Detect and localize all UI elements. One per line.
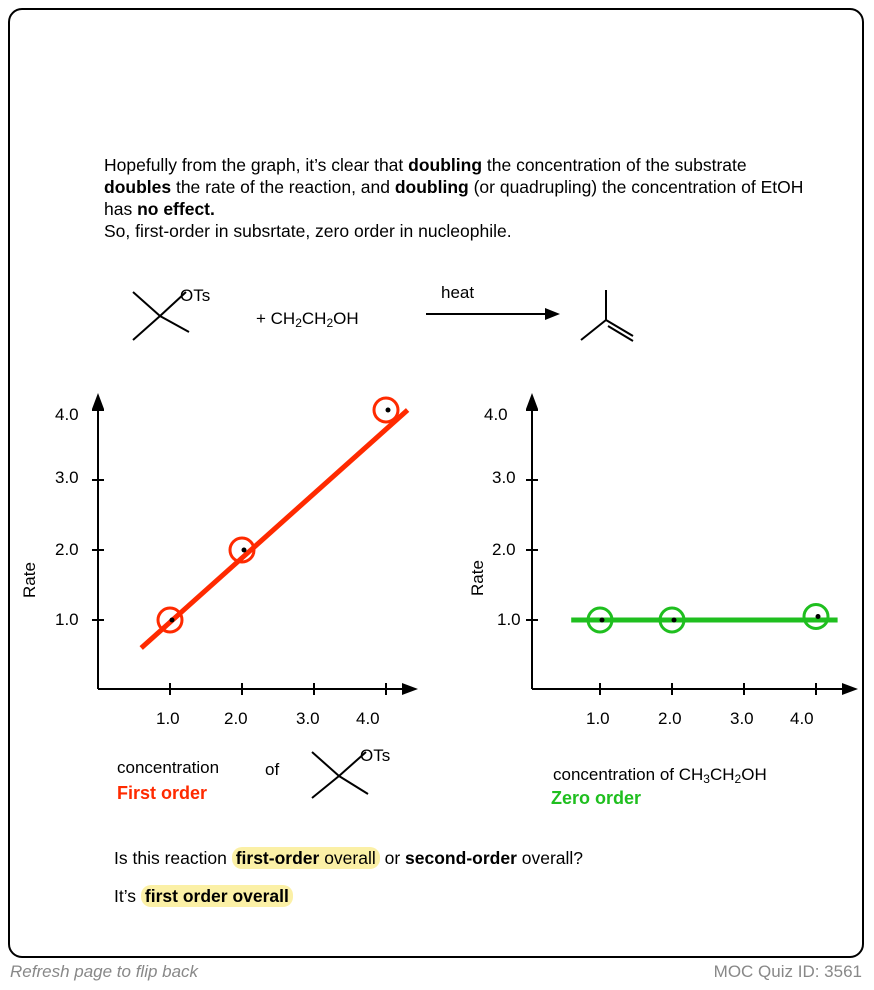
answer-part: It’s	[114, 886, 141, 906]
leaving-group-label: OTs	[180, 286, 211, 305]
intro-bold: doubling	[408, 155, 483, 175]
reagent-part: CH	[301, 309, 327, 328]
refresh-hint[interactable]: Refresh page to flip back	[10, 962, 199, 981]
question-part: overall	[319, 848, 376, 868]
data-point	[170, 618, 175, 623]
y-axis-arrow	[92, 393, 104, 409]
x-caption-left: concentration	[117, 758, 220, 777]
question-line	[114, 848, 583, 869]
y-tick-label: 1.0	[55, 610, 79, 629]
intro-part: the concentration of the substrate	[482, 155, 747, 175]
data-point	[242, 548, 247, 553]
data-point	[600, 618, 605, 623]
y-axis-arrow	[526, 393, 538, 409]
highlight-answer	[141, 885, 293, 907]
x-tick-label: 3.0	[730, 709, 754, 728]
x-tick-label: 4.0	[356, 709, 380, 728]
question-bold: second-order	[405, 848, 517, 868]
subscript: 2	[326, 316, 334, 330]
data-point	[386, 408, 391, 413]
x-tick-label: 3.0	[296, 709, 320, 728]
x-tick-label: 2.0	[224, 709, 248, 728]
x-tick-label: 4.0	[790, 709, 814, 728]
y-axis-label-left: Rate	[20, 562, 39, 598]
subscript: 2	[734, 772, 742, 786]
y-tick-label: 4.0	[484, 405, 508, 424]
caption-part: of CH	[659, 765, 704, 784]
data-point	[816, 614, 821, 619]
question-part: overall?	[516, 848, 584, 868]
x-axis-arrow	[402, 683, 418, 695]
fit-line	[141, 410, 407, 648]
question-bold: first-order	[235, 848, 320, 868]
answer-bold: first order overall	[144, 886, 289, 906]
condition-label: heat	[441, 283, 475, 302]
reagent-part: + CH	[256, 309, 296, 328]
answer-line	[114, 886, 293, 907]
intro-part: Hopefully from the graph, it’s clear that	[104, 155, 409, 175]
intro-summary: So, first-order in subsrtate, zero order in nucleophile.	[104, 221, 512, 241]
x-tick-label: 2.0	[658, 709, 682, 728]
x-caption-of: of	[265, 760, 280, 779]
x-axis-arrow	[842, 683, 858, 695]
intro-bold: no effect.	[137, 199, 215, 219]
caption-part: CH	[709, 765, 735, 784]
y-tick-label: 4.0	[55, 405, 79, 424]
y-tick-label: 3.0	[492, 468, 516, 487]
y-tick-label: 1.0	[497, 610, 521, 629]
y-axis-label-right: Rate	[468, 560, 487, 596]
highlight-first-order	[232, 847, 380, 869]
question-part: or	[379, 848, 406, 868]
caption-part: concentration	[553, 765, 656, 784]
data-point	[672, 618, 677, 623]
intro-part: the rate of the reaction, and	[171, 177, 395, 197]
subscript: 2	[295, 316, 302, 330]
caption-part: OH	[741, 765, 767, 784]
reagent-part: OH	[333, 309, 359, 328]
intro-part: (or quadrupling) the concentration of EtOH has	[104, 177, 804, 219]
y-tick-label: 2.0	[492, 540, 516, 559]
x-caption-group: OTs	[360, 746, 391, 765]
first-order-label: First order	[117, 783, 208, 803]
y-tick-label: 2.0	[55, 540, 79, 559]
x-tick-label: 1.0	[586, 709, 610, 728]
intro-bold: doubles	[104, 177, 172, 197]
intro-bold: doubling	[394, 177, 469, 197]
question-part: Is this reaction	[114, 848, 232, 868]
x-caption-right	[553, 765, 767, 785]
quiz-id: MOC Quiz ID: 3561	[713, 962, 862, 981]
x-tick-label: 1.0	[156, 709, 180, 728]
subscript: 3	[703, 772, 710, 786]
zero-order-label: Zero order	[551, 788, 642, 808]
y-tick-label: 3.0	[55, 468, 79, 487]
